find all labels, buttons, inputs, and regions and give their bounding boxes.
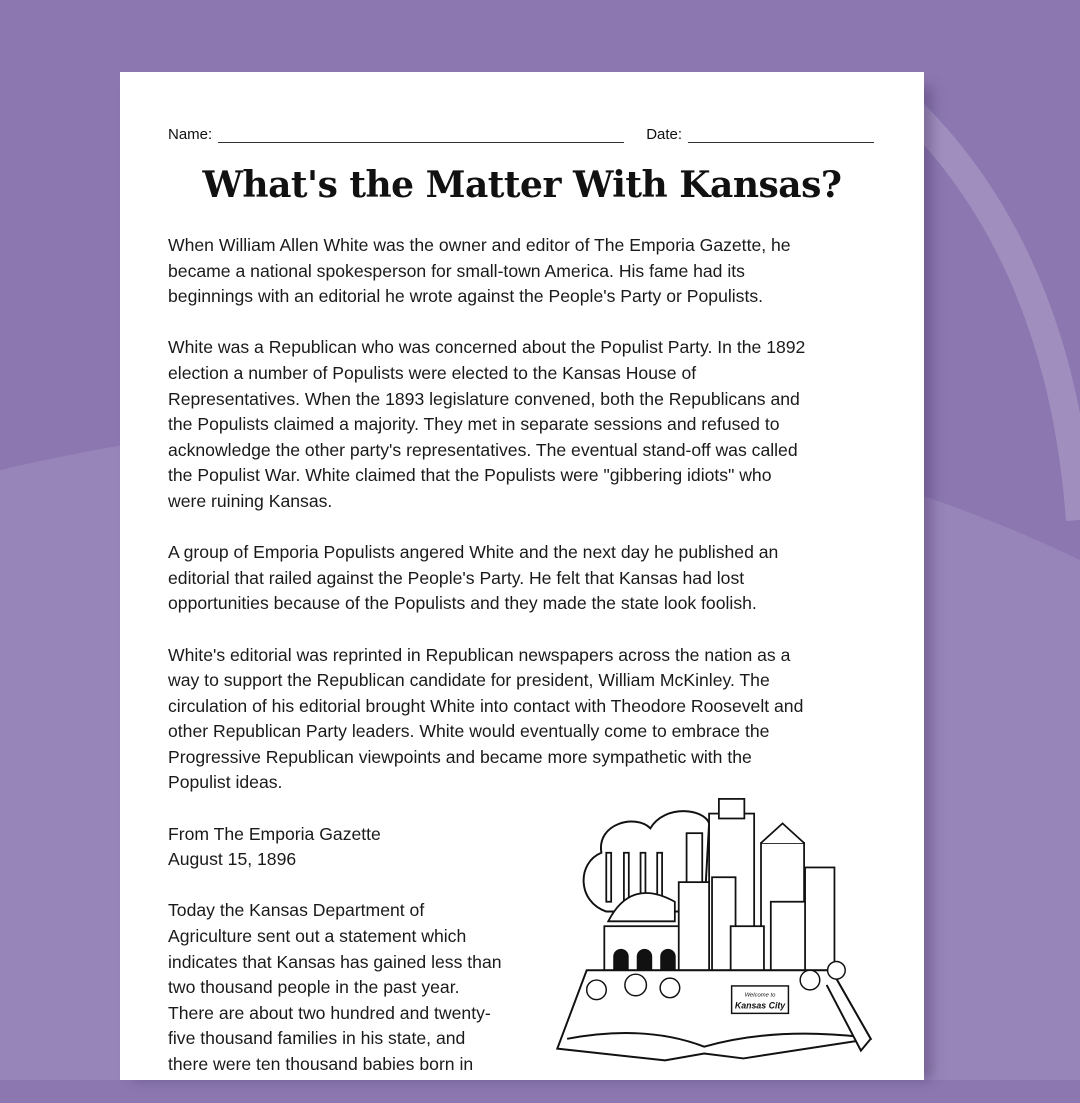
sign-text-welcome: Welcome to (744, 992, 776, 999)
text-line: two thousand people in the past year. (168, 977, 460, 998)
name-field[interactable] (218, 128, 624, 143)
text-line: way to support the Republican candidate for president, William McKinley. The (168, 670, 770, 691)
text-line: editorial that railed against the People's Party. He felt that Kansas had lost (168, 567, 745, 588)
text-line: five thousand families in his state, and (168, 1028, 466, 1049)
date-label: Date: (646, 126, 683, 143)
sign-text-city: Kansas City (734, 1000, 786, 1011)
page-title: What's the Matter With Kansas? (202, 164, 842, 206)
date-field[interactable] (688, 128, 874, 143)
text-line: Today the Kansas Department of (168, 900, 425, 921)
text-line: the Populists claimed a majority. They met in separate sessions and refused to (168, 414, 780, 435)
text-line: Agriculture sent out a statement which (168, 926, 467, 947)
text-line: election a number of Populists were elected to the Kansas House of (168, 362, 697, 383)
text-line: the Populist War. White claimed that the Populists were "gibbering idiots" who (168, 465, 772, 486)
text-line: There are about two hundred and twenty- (168, 1002, 491, 1023)
text-line: Populist ideas. (168, 772, 283, 793)
text-line: became a national spokesperson for small-town America. His fame had its (168, 260, 745, 281)
kansas-city-book-illustration (544, 794, 884, 1078)
paragraph (168, 540, 888, 617)
text-line: other Republican Party leaders. White would eventually come to embrace the (168, 721, 770, 742)
text-line: acknowledge the other party's representatives. The eventual stand-off was called (168, 439, 798, 460)
text-line: White was a Republican who was concerned about the Populist Party. In the 1892 (168, 337, 806, 358)
name-label: Name: (168, 126, 213, 143)
text-line: indicates that Kansas has gained less than (168, 951, 502, 972)
text-line: A group of Emporia Populists angered White and the next day he published an (168, 542, 779, 563)
text-line: Representatives. When the 1893 legislature convened, both the Republicans and (168, 388, 800, 409)
text-line: From The Emporia Gazette (168, 823, 381, 844)
text-line: When William Allen White was the owner and editor of The Emporia Gazette, he (168, 235, 791, 255)
paragraph (168, 643, 888, 797)
text-line: August 15, 1896 (168, 849, 297, 870)
text-line: Progressive Republican viewpoints and became more sympathetic with the (168, 746, 752, 767)
paragraph (168, 233, 888, 310)
text-line: were ruining Kansas. (168, 490, 333, 511)
text-line: there were ten thousand babies born in (168, 1054, 474, 1074)
text-line: circulation of his editorial brought White into contact with Theodore Roosevelt and (168, 695, 804, 716)
paragraph (168, 335, 888, 514)
name-date-row (168, 126, 878, 143)
text-line: beginnings with an editorial he wrote against the People's Party or Populists. (168, 286, 764, 307)
text-line: opportunities because of the Populists and they made the state look foolish. (168, 593, 757, 614)
text-line: White's editorial was reprinted in Republican newspapers across the nation as a (168, 644, 791, 665)
worksheet-page (120, 72, 924, 1080)
